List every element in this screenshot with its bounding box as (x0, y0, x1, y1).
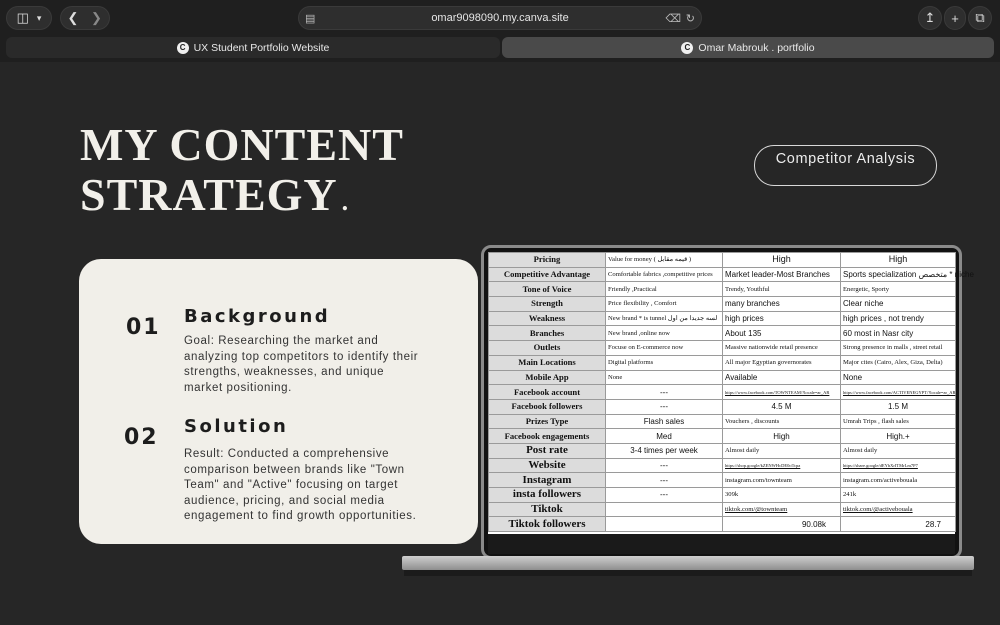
table-cell: Massive nationwide retail presence (723, 341, 841, 356)
row-label: insta followers (489, 488, 606, 503)
table-row (489, 297, 956, 312)
table-cell: instagram.com/activebouala (841, 473, 956, 488)
row-label: Main Locations (489, 355, 606, 370)
table-cell: many branches (723, 297, 841, 312)
table-cell: Clear niche (841, 297, 956, 312)
page-title (80, 120, 404, 227)
row-label: Pricing (489, 253, 606, 268)
table-cell: 309k (723, 488, 841, 503)
row-label: Mobile App (489, 370, 606, 385)
table-cell: 1.5 M (841, 399, 956, 414)
laptop-base-shadow (404, 570, 972, 576)
table-cell: tiktok.com/@activebouala (841, 502, 956, 517)
table-row (489, 370, 956, 385)
table-cell: 241k (841, 488, 956, 503)
table-cell: https://www.facebook.com/TOWNTEAM/?locale=ar_AR (723, 385, 841, 400)
browser-chrome (0, 0, 1000, 62)
table-row (489, 429, 956, 444)
table-row (489, 385, 956, 400)
table-cell: High.+ (841, 429, 956, 444)
row-label: Post rate (489, 443, 606, 458)
headline-line-2: STRATEGY . (80, 169, 350, 220)
table-row (489, 282, 956, 297)
row-label: Weakness (489, 311, 606, 326)
table-row (489, 458, 956, 473)
table-row (489, 488, 956, 503)
headline-line-1: MY CONTENT (80, 119, 404, 170)
competitor-analysis-button[interactable]: Competitor Analysis (754, 145, 937, 186)
table-cell: 4.5 M (723, 399, 841, 414)
table-cell: New brand ,online now (606, 326, 723, 341)
table-row (489, 355, 956, 370)
laptop-base (402, 556, 974, 570)
tab-ux-portfolio[interactable] (6, 37, 500, 58)
table-cell: Digital platforms (606, 355, 723, 370)
row-label: Strength (489, 297, 606, 312)
canva-favicon-icon: C (177, 42, 189, 54)
table-row (489, 326, 956, 341)
section-title-solution: Solution (184, 416, 289, 437)
table-cell (606, 502, 723, 517)
section-number: 01 (126, 315, 161, 340)
sidebar-toggle-button[interactable] (6, 6, 52, 30)
table-cell: Vouchers , discounts (723, 414, 841, 429)
table-row (489, 253, 956, 268)
table-cell: --- (606, 399, 723, 414)
table-cell: None (841, 370, 956, 385)
table-cell: https://share.google/dEYbXrITMrLm7P7 (841, 458, 956, 473)
table-cell (606, 517, 723, 532)
table-row (489, 311, 956, 326)
strategy-card (79, 259, 478, 544)
table-cell: https://shop.google/kZENWHcDE0oTcpa (723, 458, 841, 473)
table-cell: 60 most in Nasr city (841, 326, 956, 341)
table-cell: high prices (723, 311, 841, 326)
table-cell: Price flexibility , Comfort (606, 297, 723, 312)
sidebar-icon: ◫ (16, 10, 29, 25)
section-body-background: Goal: Researching the market and analyzing top competitors to identify their strengths, weaknesses, and unique market positioning. (184, 335, 419, 394)
competitor-table (488, 252, 974, 532)
table-cell: Umrah Trips , flash sales (841, 414, 956, 429)
table-row (489, 443, 956, 458)
table-row (489, 473, 956, 488)
reload-icon[interactable]: ↻ (685, 12, 695, 25)
page-content (0, 62, 1000, 625)
table-cell: high prices , not trendy (841, 311, 956, 326)
table-row (489, 502, 956, 517)
address-bar[interactable] (298, 6, 702, 30)
table-cell: Friendly ,Practical (606, 282, 723, 297)
table-row (489, 399, 956, 414)
table-cell: Available (723, 370, 841, 385)
table-cell: --- (606, 385, 723, 400)
table-row (489, 341, 956, 356)
share-button[interactable] (918, 6, 942, 30)
tab-omar-portfolio[interactable] (502, 37, 994, 58)
section-title-background: Background (184, 306, 331, 327)
table-cell: High (723, 429, 841, 444)
share-icon: ↥ (924, 10, 936, 25)
table-row (489, 267, 956, 282)
section-number: 02 (124, 425, 159, 450)
table-cell: None (606, 370, 723, 385)
row-label: Instagram (489, 473, 606, 488)
table-cell: Sports specialization متخصص * niche (841, 267, 956, 282)
table-cell: Trendy, Youthful (723, 282, 841, 297)
laptop-screen (488, 252, 974, 534)
page-menu-icon[interactable]: ▤ (305, 12, 316, 25)
laptop-keyboard-reflection (488, 534, 955, 554)
row-label: Facebook engagements (489, 429, 606, 444)
table-cell: Almost daily (841, 443, 956, 458)
table-cell: tiktok.com/@townteam (723, 502, 841, 517)
plus-icon: + (951, 10, 959, 26)
table-cell: All major Egyptian governorates (723, 355, 841, 370)
table-row (489, 517, 956, 532)
chevron-down-icon: ▾ (36, 12, 42, 23)
row-label: Facebook followers (489, 399, 606, 414)
table-cell: --- (606, 458, 723, 473)
row-label: Tiktok followers (489, 517, 606, 532)
table-cell: Med (606, 429, 723, 444)
row-label: Facebook account (489, 385, 606, 400)
table-cell: 90.08k (723, 517, 841, 532)
table-cell: https://www.facebook.com/ACTIVENEGYPT/?locale=ar_AR (841, 385, 956, 400)
row-label: Tone of Voice (489, 282, 606, 297)
table-cell: Comfortable fabrics ,competitive prices (606, 267, 723, 282)
tab-overview-button[interactable] (968, 6, 992, 30)
row-label: Prizes Type (489, 414, 606, 429)
table-row (489, 414, 956, 429)
table-cell: Value for money ( قيمه مقابل ) (606, 253, 723, 268)
table-cell: Energetic, Sporty (841, 282, 956, 297)
row-label: Tiktok (489, 502, 606, 517)
row-label: Competitive Advantage (489, 267, 606, 282)
chevron-left-icon: ❮ (67, 10, 79, 25)
table-cell: 3-4 times per week (606, 443, 723, 458)
table-cell: Focuse on E-commerce now (606, 341, 723, 356)
table-cell: 28.7 (841, 517, 956, 532)
tab-label: Omar Mabrouk . portfolio (698, 41, 815, 54)
table-cell: --- (606, 473, 723, 488)
row-label: Outlets (489, 341, 606, 356)
table-cell: About 135 (723, 326, 841, 341)
row-label: Branches (489, 326, 606, 341)
section-body-solution: Result: Conducted a comprehensive comparison between brands like "Town Team" and "Active" focusing on target audience, pricing, and social media engagement to find growth opportunities. (184, 448, 417, 522)
laptop-mockup (481, 245, 974, 559)
table-cell: instagram.com/townteam (723, 473, 841, 488)
forward-button[interactable] (84, 6, 110, 30)
chevron-right-icon: ❯ (91, 10, 102, 25)
table-cell: Market leader-Most Branches (723, 267, 841, 282)
table-cell: Flash sales (606, 414, 723, 429)
row-label: Website (489, 458, 606, 473)
canva-favicon-icon: C (681, 42, 693, 54)
back-button[interactable] (60, 6, 85, 30)
table-cell: --- (606, 488, 723, 503)
tabs-icon: ⧉ (975, 10, 985, 25)
table-cell: Almost daily (723, 443, 841, 458)
new-tab-button[interactable] (944, 6, 966, 30)
table-cell: Strong presence in malls , street retail (841, 341, 956, 356)
tab-label: UX Student Portfolio Website (193, 41, 330, 54)
table-cell: Major cites (Cairo, Alex, Giza, Delta) (841, 355, 956, 370)
url-text: omar9098090.my.canva.site (431, 12, 569, 24)
table-cell: New brand * is tunnel لسه جديدا من اول (606, 311, 723, 326)
translate-icon[interactable]: ⌫ (665, 12, 681, 25)
table-cell: High (841, 253, 956, 268)
table-cell: High (723, 253, 841, 268)
